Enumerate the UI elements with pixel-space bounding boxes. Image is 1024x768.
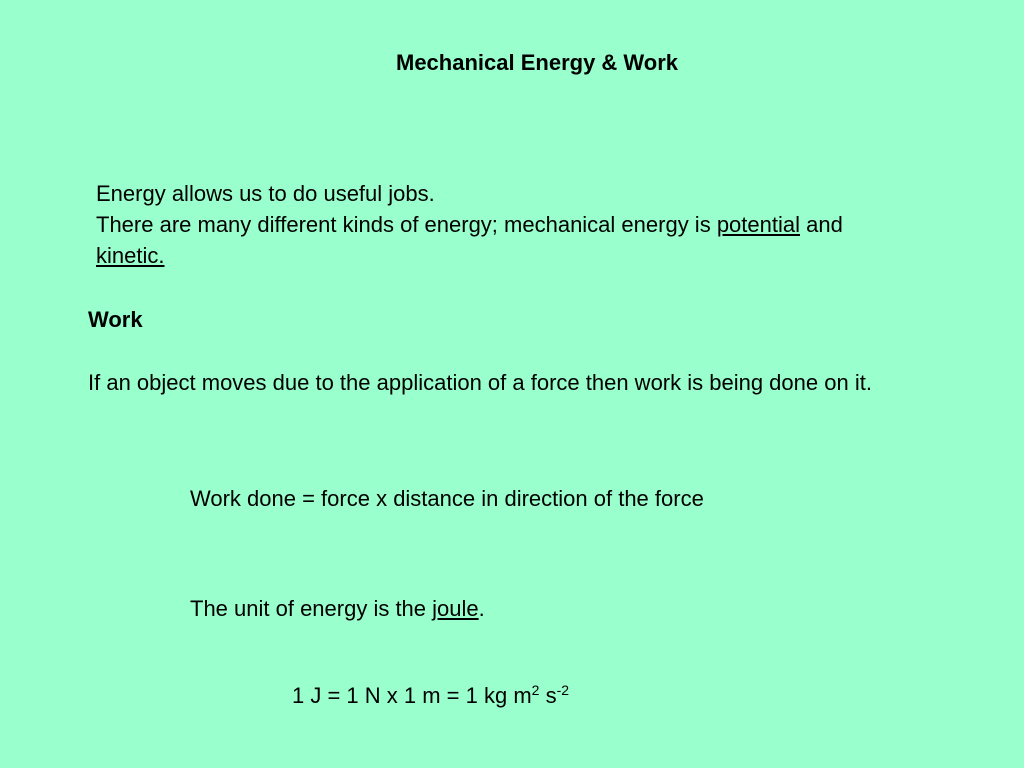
joule-equation-base: 1 J = 1 N x 1 m = 1 kg m bbox=[292, 683, 532, 708]
intro-paragraph bbox=[96, 178, 996, 271]
unit-prefix: The unit of energy is the bbox=[190, 596, 433, 621]
joule-term: joule bbox=[432, 596, 479, 621]
unit-suffix: . bbox=[478, 596, 485, 621]
intro-line-2 bbox=[96, 209, 996, 240]
work-heading: Work bbox=[88, 307, 143, 332]
s-exponent: -2 bbox=[556, 682, 570, 698]
slide-title: Mechanical Energy & Work bbox=[396, 50, 679, 75]
kinetic-term: kinetic. bbox=[96, 243, 165, 268]
joule-equation bbox=[292, 683, 569, 709]
m-exponent: 2 bbox=[531, 682, 540, 698]
work-formula: Work done = force x distance in direction of the force bbox=[190, 486, 704, 511]
work-definition: If an object moves due to the application of a force then work is being done on it. bbox=[88, 370, 872, 395]
intro-line-2-text: There are many different kinds of energy; mechanical energy is bbox=[96, 212, 717, 237]
intro-line-1: Energy allows us to do useful jobs. bbox=[96, 181, 435, 206]
and-text: and bbox=[800, 212, 843, 237]
intro-line-3 bbox=[96, 240, 996, 271]
s-unit: s bbox=[539, 683, 557, 708]
unit-statement bbox=[190, 596, 485, 622]
potential-term: potential bbox=[716, 212, 800, 237]
